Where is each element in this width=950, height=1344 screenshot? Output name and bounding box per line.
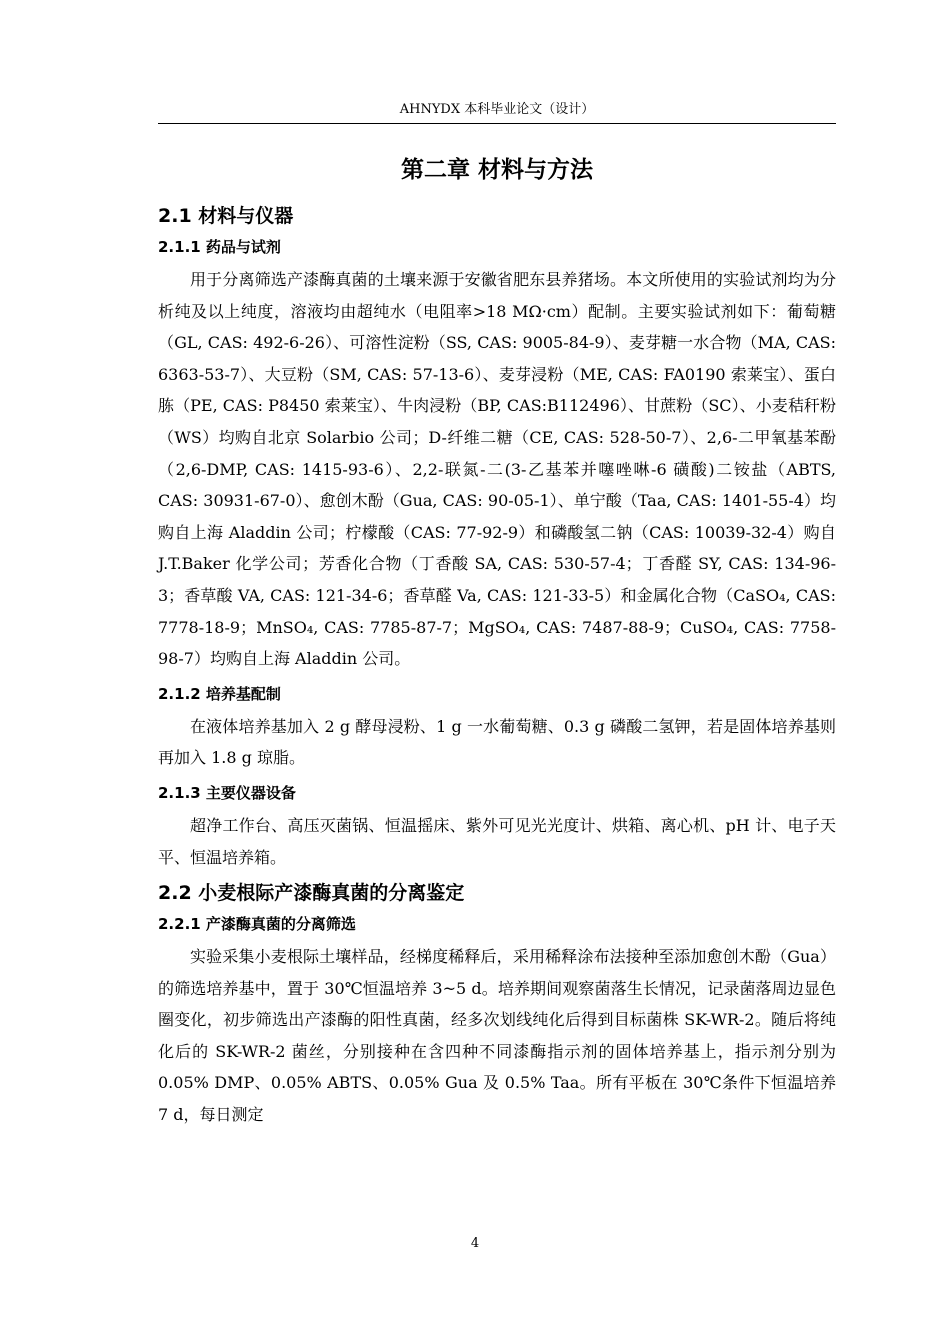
section-2-1-3-paragraph: 超净工作台、高压灭菌锅、恒温摇床、紫外可见光光度计、烘箱、离心机、pH 计、电子天平、恒温培养箱。	[158, 815, 836, 867]
section-2-1-1-title: 2.1.1 药品与试剂	[158, 238, 281, 256]
section-2-1-2-paragraph: 在液体培养基加入 2 g 酵母浸粉、1 g 一水葡萄糖、0.3 g 磷酸二氢钾，若是固体培养基则再加入 1.8 g 琼脂。	[158, 716, 836, 768]
section-2-2-1-title: 2.2.1 产漆酶真菌的分离筛选	[158, 915, 356, 934]
section-2-1-2-title: 2.1.2 培养基配制	[158, 684, 281, 703]
page-content	[158, 150, 836, 1135]
running-header: AHNYDX 本科毕业论文（设计）	[399, 102, 595, 117]
chapter-title: 第二章 材料与方法	[400, 157, 593, 183]
header-rule	[158, 123, 836, 124]
page-number: 4	[470, 1236, 480, 1251]
section-2-1-1-paragraph: 用于分离筛选产漆酶真菌的土壤来源于安徽省肥东县养猪场。本文所使用的实验试剂均为分析纯及以上纯度，溶液均由超纯水（电阻率>18 MΩ·cm）配制。主要实验试剂如下：葡萄糖（GL, CAS: 492-6-26）、可溶性淀粉（SS, CAS: 9005-84-9）、麦芽糖一水合物（MA, CAS: 6363-53-7）、大豆粉（SM, CAS: 57-13-6）、麦芽浸粉（ME, CAS: FA0190 索莱宝）、蛋白胨（PE, CAS: P8450 索莱宝）、牛肉浸粉（BP, CAS:B112496）、甘蔗粉（SC）、小麦秸秆粉（WS）均购自北京 Solarbio 公司；D-纤维二糖（CE, CAS: 528-50-7）、2,6-二甲氧基苯酚（2,6-DMP, CAS: 1415-93-6）、2,2-联氮-二(3-乙基苯并噻唑啉-6 磺酸)二铵盐（ABTS, CAS: 30931-67-0）、愈创木酚（Gua, CAS: 90-05-1）、单宁酸（Taa, CAS: 1401-55-4）均购自上海 Aladdin 公司；柠檬酸（CAS: 77-92-9）和磷酸氢二钠（CAS: 10039-32-4）购自 J.T.Baker 化学公司；芳香化合物（丁香酸 SA, CAS: 530-57-4；丁香醛 SY, CAS: 134-96-3；香草酸 VA, CAS: 121-34-6；香草醛 Va, CAS: 121-33-5）和金属化合物（CaSO₄, CAS: 7778-18-9；MnSO₄, CAS: 7785-87-7；MgSO₄, CAS: 7487-88-9；CuSO₄, CAS: 7758-98-7）均购自上海 Aladdin 公司。	[158, 270, 836, 669]
section-2-1-3-title: 2.1.3 主要仪器设备	[158, 783, 296, 802]
section-2-1-title: 2.1 材料与仪器	[158, 205, 294, 227]
section-2-2-title: 2.2 小麦根际产漆酶真菌的分离鉴定	[158, 882, 465, 905]
section-2-2-1-paragraph: 实验采集小麦根际土壤样品，经梯度稀释后，采用稀释涂布法接种至添加愈创木酚（Gua）的筛选培养基中，置于 30℃恒温培养 3~5 d。培养期间观察菌落生长情况，记录菌落周边显色圈变化，初步筛选出产漆酶的阳性真菌，经多次划线纯化后得到目标菌株 SK-WR-2。随后将纯化后的 SK-WR-2 菌丝，分别接种在含四种不同漆酶指示剂的固体培养基上，指示剂分别为 0.05% DMP、0.05% ABTS、0.05% Gua 及 0.5% Taa。所有平板在 30℃条件下恒温培养 7 d，每日测定	[158, 947, 836, 1125]
